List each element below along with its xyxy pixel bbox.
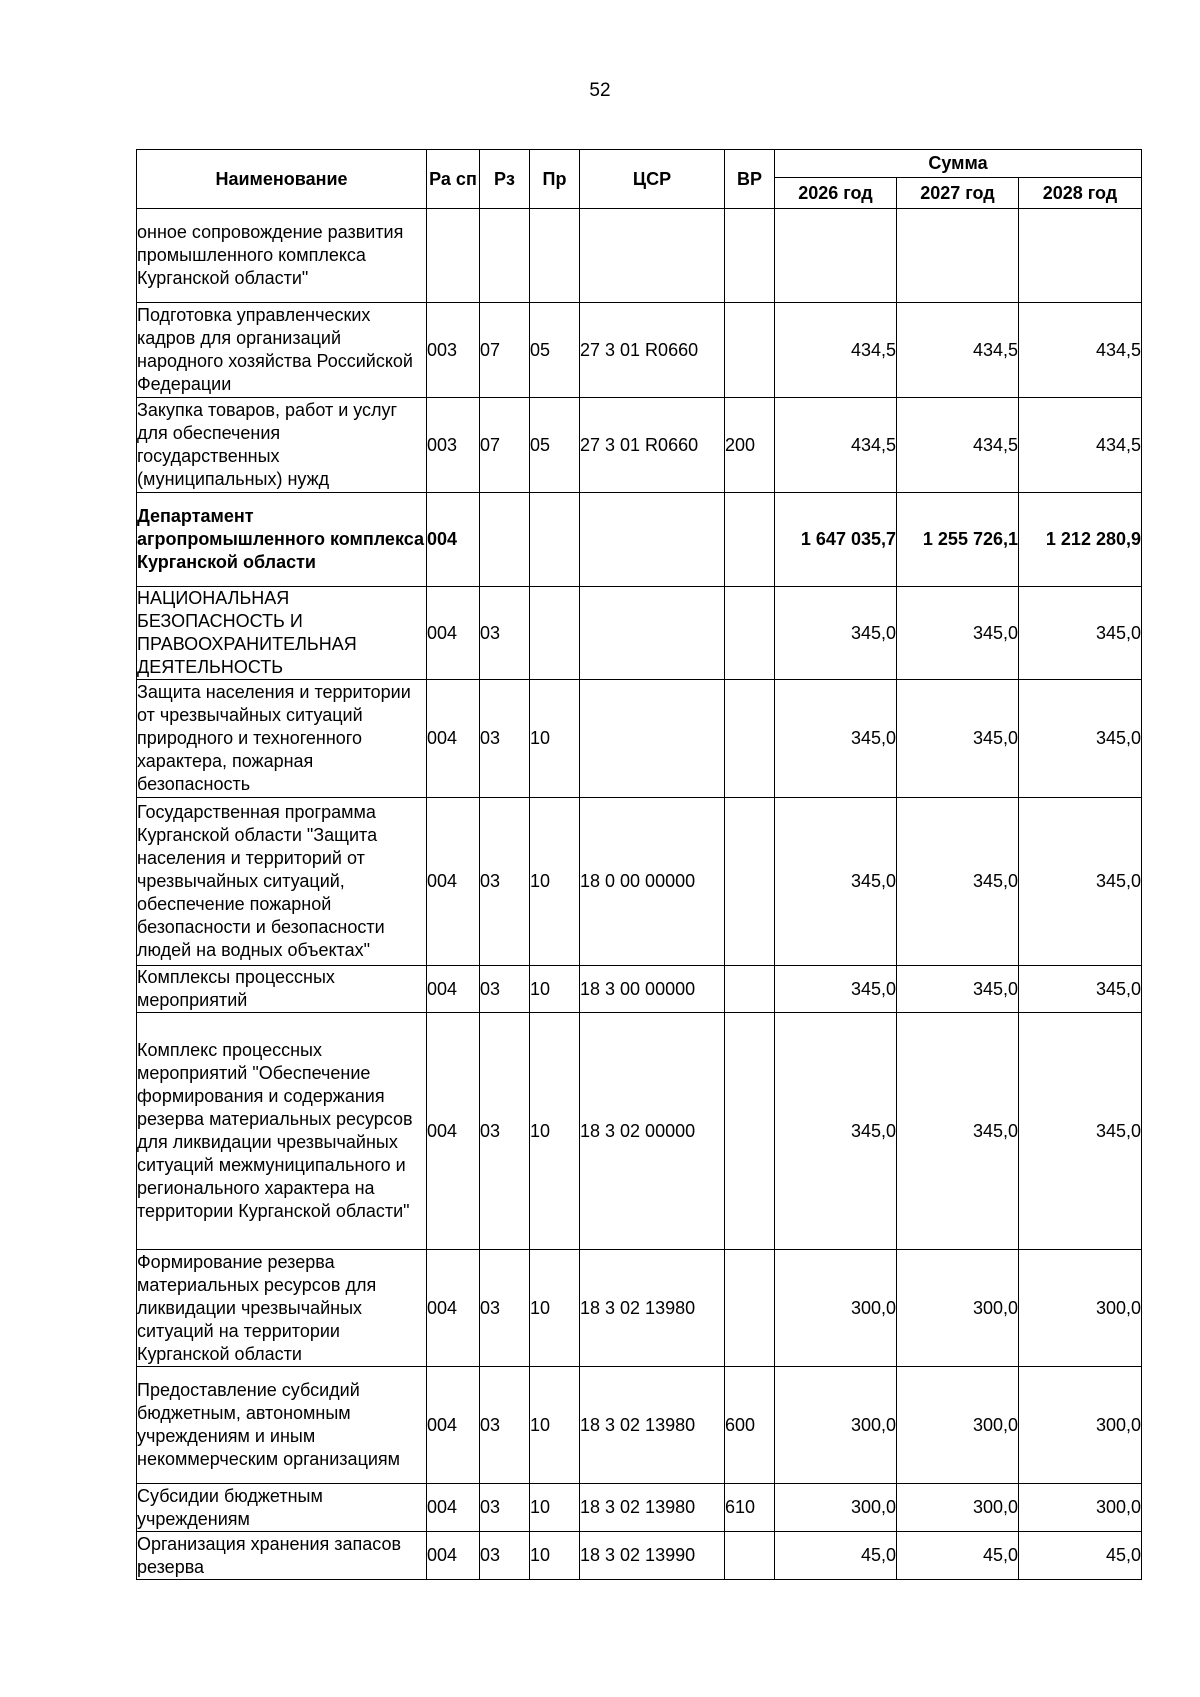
row-sum-2028: 345,0 [1019, 798, 1142, 966]
row-pr: 10 [530, 966, 580, 1013]
table-row [137, 1367, 1142, 1484]
row-sum-2028: 300,0 [1019, 1484, 1142, 1532]
table-body [137, 209, 1142, 1580]
row-vr [725, 493, 775, 587]
row-vr [725, 680, 775, 798]
table-row [137, 1250, 1142, 1367]
table-row [137, 303, 1142, 398]
row-sum-2027: 1 255 726,1 [897, 493, 1019, 587]
row-rasp: 004 [427, 1250, 480, 1367]
row-name: Подготовка управленческих кадров для организаций народного хозяйства Российской Федерации [137, 303, 427, 398]
table-row [137, 493, 1142, 587]
row-sum-2026: 1 647 035,7 [775, 493, 897, 587]
row-sum-2026: 345,0 [775, 1013, 897, 1250]
row-rz: 03 [480, 1250, 530, 1367]
row-rasp: 004 [427, 966, 480, 1013]
row-sum-2026: 345,0 [775, 680, 897, 798]
row-pr: 10 [530, 1013, 580, 1250]
row-sum-2027: 45,0 [897, 1532, 1019, 1580]
row-csr [580, 587, 725, 680]
row-sum-2028: 300,0 [1019, 1250, 1142, 1367]
row-name: Департамент агропромышленного комплекса Курганской области [137, 493, 427, 587]
table-row [137, 1484, 1142, 1532]
table-row [137, 209, 1142, 303]
row-sum-2026: 300,0 [775, 1367, 897, 1484]
row-pr: 05 [530, 303, 580, 398]
row-pr: 10 [530, 1484, 580, 1532]
row-vr [725, 966, 775, 1013]
row-rasp: 004 [427, 493, 480, 587]
row-name: Комплекс процессных мероприятий "Обеспечение формирования и содержания резерва материальных ресурсов для ликвидации чрезвычайных ситуаций межмуниципального и регионального характера на территории Курганской области" [137, 1013, 427, 1250]
row-sum-2028: 345,0 [1019, 966, 1142, 1013]
row-vr [725, 798, 775, 966]
row-sum-2027: 300,0 [897, 1250, 1019, 1367]
row-sum-2027: 345,0 [897, 680, 1019, 798]
row-sum-2027: 345,0 [897, 587, 1019, 680]
row-rz: 03 [480, 1484, 530, 1532]
header-name: Наименование [137, 150, 427, 209]
row-sum-2028 [1019, 209, 1142, 303]
row-sum-2028: 434,5 [1019, 398, 1142, 493]
row-rz [480, 209, 530, 303]
table-header [137, 150, 1142, 209]
row-name: Защита населения и территории от чрезвычайных ситуаций природного и техногенного характера, пожарная безопасность [137, 680, 427, 798]
row-rasp: 004 [427, 1013, 480, 1250]
table-row [137, 680, 1142, 798]
row-name: Предоставление субсидий бюджетным, автономным учреждениям и иным некоммерческим организациям [137, 1367, 427, 1484]
row-rasp: 004 [427, 680, 480, 798]
row-csr: 18 3 02 13980 [580, 1367, 725, 1484]
row-sum-2026: 434,5 [775, 398, 897, 493]
row-sum-2028: 345,0 [1019, 587, 1142, 680]
row-pr: 10 [530, 1532, 580, 1580]
header-rz: Рз [480, 150, 530, 209]
row-sum-2027: 300,0 [897, 1367, 1019, 1484]
table-row [137, 398, 1142, 493]
row-csr [580, 209, 725, 303]
header-sum: Сумма [775, 150, 1142, 178]
row-vr [725, 1250, 775, 1367]
row-sum-2027: 345,0 [897, 1013, 1019, 1250]
row-sum-2026 [775, 209, 897, 303]
row-csr [580, 680, 725, 798]
row-pr: 10 [530, 798, 580, 966]
row-rz: 03 [480, 966, 530, 1013]
row-rasp: 004 [427, 1532, 480, 1580]
row-name: онное сопровождение развития промышленного комплекса Курганской области" [137, 209, 427, 303]
row-sum-2027: 434,5 [897, 398, 1019, 493]
row-rz: 03 [480, 587, 530, 680]
row-pr: 10 [530, 1250, 580, 1367]
row-rasp: 003 [427, 398, 480, 493]
row-sum-2027: 300,0 [897, 1484, 1019, 1532]
header-vr: ВР [725, 150, 775, 209]
row-rasp: 004 [427, 1367, 480, 1484]
row-rasp [427, 209, 480, 303]
row-rz: 07 [480, 303, 530, 398]
row-csr: 27 3 01 R0660 [580, 303, 725, 398]
header-pr: Пр [530, 150, 580, 209]
budget-table [136, 149, 1142, 1580]
row-rz: 07 [480, 398, 530, 493]
row-rasp: 004 [427, 587, 480, 680]
row-csr: 18 3 02 13990 [580, 1532, 725, 1580]
row-rasp: 004 [427, 798, 480, 966]
table-row [137, 798, 1142, 966]
row-sum-2026: 45,0 [775, 1532, 897, 1580]
row-sum-2028: 345,0 [1019, 1013, 1142, 1250]
row-sum-2026: 300,0 [775, 1250, 897, 1367]
header-year-2028: 2028 год [1019, 178, 1142, 209]
row-sum-2027: 345,0 [897, 966, 1019, 1013]
row-name: Государственная программа Курганской области "Защита населения и территорий от чрезвычайных ситуаций, обеспечение пожарной безопасности и безопасности людей на водных объектах" [137, 798, 427, 966]
row-sum-2026: 345,0 [775, 587, 897, 680]
row-rz: 03 [480, 1532, 530, 1580]
row-rz: 03 [480, 680, 530, 798]
row-name: Формирование резерва материальных ресурсов для ликвидации чрезвычайных ситуаций на территории Курганской области [137, 1250, 427, 1367]
row-sum-2026: 345,0 [775, 966, 897, 1013]
row-csr: 18 3 02 13980 [580, 1250, 725, 1367]
row-vr [725, 303, 775, 398]
row-sum-2027: 345,0 [897, 798, 1019, 966]
row-rz [480, 493, 530, 587]
row-name: Закупка товаров, работ и услуг для обеспечения государственных (муниципальных) нужд [137, 398, 427, 493]
header-csr: ЦСР [580, 150, 725, 209]
row-csr: 18 3 02 00000 [580, 1013, 725, 1250]
row-name: Комплексы процессных мероприятий [137, 966, 427, 1013]
row-name: Субсидии бюджетным учреждениям [137, 1484, 427, 1532]
row-pr [530, 587, 580, 680]
table-row [137, 1013, 1142, 1250]
table-row [137, 587, 1142, 680]
row-pr: 10 [530, 680, 580, 798]
row-pr [530, 209, 580, 303]
row-rz: 03 [480, 798, 530, 966]
row-csr: 18 3 02 13980 [580, 1484, 725, 1532]
table-row [137, 966, 1142, 1013]
row-pr: 05 [530, 398, 580, 493]
row-vr [725, 1013, 775, 1250]
row-vr [725, 587, 775, 680]
row-sum-2028: 300,0 [1019, 1367, 1142, 1484]
row-csr: 18 3 00 00000 [580, 966, 725, 1013]
row-sum-2026: 300,0 [775, 1484, 897, 1532]
row-sum-2026: 434,5 [775, 303, 897, 398]
row-csr: 18 0 00 00000 [580, 798, 725, 966]
row-sum-2027: 434,5 [897, 303, 1019, 398]
row-sum-2028: 345,0 [1019, 680, 1142, 798]
row-sum-2028: 45,0 [1019, 1532, 1142, 1580]
row-name: НАЦИОНАЛЬНАЯ БЕЗОПАСНОСТЬ И ПРАВООХРАНИТЕЛЬНАЯ ДЕЯТЕЛЬНОСТЬ [137, 587, 427, 680]
header-rasp: Ра сп [427, 150, 480, 209]
row-vr [725, 1532, 775, 1580]
row-rz: 03 [480, 1367, 530, 1484]
row-name: Организация хранения запасов резерва [137, 1532, 427, 1580]
row-rasp: 004 [427, 1484, 480, 1532]
page-number: 52 [589, 80, 611, 101]
table-row [137, 1532, 1142, 1580]
row-rz: 03 [480, 1013, 530, 1250]
row-pr [530, 493, 580, 587]
row-pr: 10 [530, 1367, 580, 1484]
row-vr: 200 [725, 398, 775, 493]
row-rasp: 003 [427, 303, 480, 398]
row-sum-2028: 1 212 280,9 [1019, 493, 1142, 587]
row-csr [580, 493, 725, 587]
row-sum-2027 [897, 209, 1019, 303]
row-vr: 600 [725, 1367, 775, 1484]
header-year-2026: 2026 год [775, 178, 897, 209]
row-csr: 27 3 01 R0660 [580, 398, 725, 493]
row-sum-2026: 345,0 [775, 798, 897, 966]
row-vr [725, 209, 775, 303]
header-year-2027: 2027 год [897, 178, 1019, 209]
row-sum-2028: 434,5 [1019, 303, 1142, 398]
row-vr: 610 [725, 1484, 775, 1532]
